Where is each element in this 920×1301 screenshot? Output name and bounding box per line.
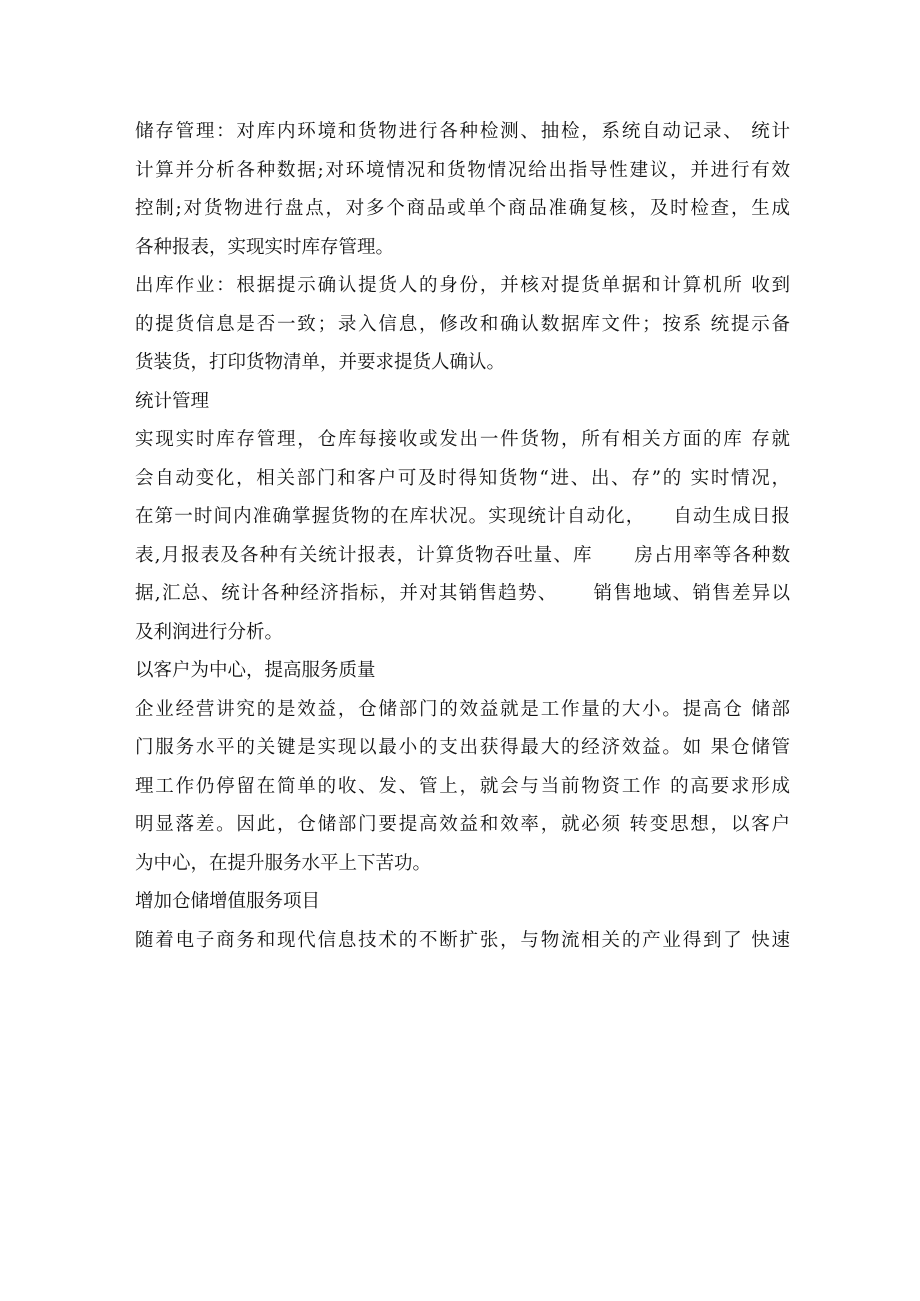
text-line-11: 在第一时间内准确掌握货物的在库状况。实现统计自动化， 自动生成日报 xyxy=(135,506,790,527)
text-line-1: 储存管理：对库内环境和货物进行各种检测、抽检，系统自动记录、 统计 xyxy=(135,121,790,142)
text-line-16: 企业经营讲究的是效益，仓储部门的效益就是工作量的大小。提高仓 储部 xyxy=(135,698,790,720)
text-line-18: 理工作仍停留在简单的收、发、管上，就会与当前物资工作 的高要求形成 xyxy=(135,775,790,797)
text-line-3: 控制;对货物进行盘点，对多个商品或单个商品准确复核，及时检查，生成 xyxy=(135,198,790,219)
text-line-22: 随着电子商务和现代信息技术的不断扩张，与物流相关的产业得到了 快速 xyxy=(135,929,790,951)
text-line-4: 各种报表，实现实时库存管理。 xyxy=(135,236,395,258)
text-line-2: 计算并分析各种数据;对环境情况和货物情况给出指导性建议，并进行有效 xyxy=(135,159,790,181)
text-line-5: 出库作业：根据提示确认提货人的身份，并核对提货单据和计算机所 收到 xyxy=(135,275,790,296)
section-heading-value-added-services: 增加仓储增值服务项目 xyxy=(135,891,321,912)
text-line-17: 门服务水平的关键是实现以最小的支出获得最大的经济效益。如 果仓储管 xyxy=(135,737,790,758)
text-line-13: 据,汇总、统计各种经济指标，并对其销售趋势、 销售地域、销售差异以 xyxy=(135,583,790,604)
document-body xyxy=(135,113,790,960)
text-line-12: 表,月报表及各种有关统计报表，计算货物吞吐量、库 房占用率等各种数 xyxy=(135,544,790,566)
text-line-7: 货装货，打印货物清单，并要求提货人确认。 xyxy=(135,352,506,373)
text-line-9: 实现实时库存管理，仓库每接收或发出一件货物，所有相关方面的库 存就 xyxy=(135,429,790,450)
text-line-20: 为中心，在提升服务水平上下苦功。 xyxy=(135,852,432,874)
text-line-14: 及利润进行分析。 xyxy=(135,621,284,643)
text-line-6: 的提货信息是否一致；录入信息，修改和确认数据库文件；按系 统提示备 xyxy=(135,313,790,335)
section-heading-statistics: 统计管理 xyxy=(135,390,210,412)
text-line-10: 会自动变化，相关部门和客户可及时得知货物“进、出、存”的 实时情况， xyxy=(135,467,790,489)
section-heading-customer-center: 以客户为中心，提高服务质量 xyxy=(135,660,376,681)
text-line-19: 明显落差。因此，仓储部门要提高效益和效率，就必须 转变思想，以客户 xyxy=(135,814,790,835)
